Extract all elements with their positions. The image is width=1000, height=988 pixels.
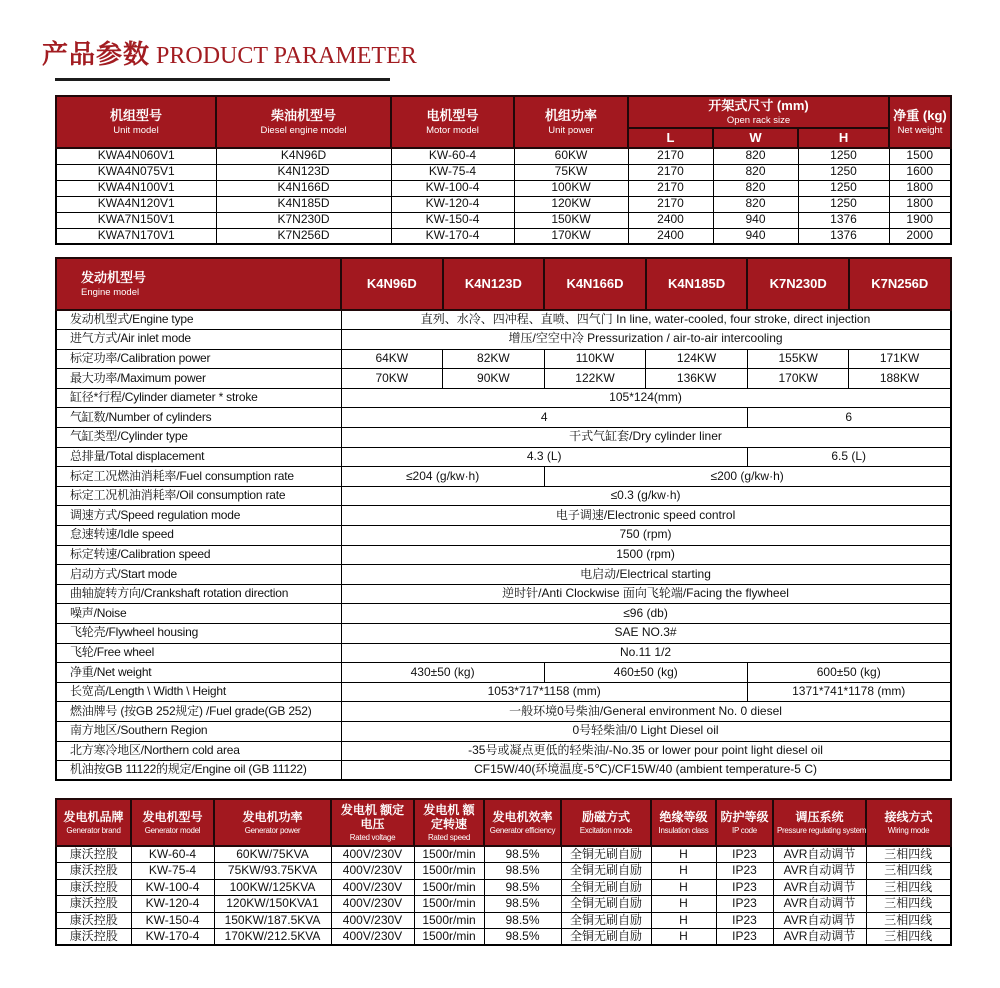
unit-model-cell: 170KW [514, 228, 628, 244]
generator-cell: IP23 [716, 912, 773, 929]
table-row [56, 896, 951, 913]
header-net-weight-zh: 净重 (kg) [893, 108, 947, 123]
header-unit-model-zh: 机组型号 [109, 108, 162, 123]
spec-row [56, 545, 951, 565]
generator-cell: 三相四线 [866, 879, 951, 896]
generator-cell: 全铜无刷自励 [561, 929, 651, 946]
unit-model-cell: KWA7N170V1 [56, 228, 216, 244]
spec-row [56, 565, 951, 585]
generator-column-header-zh: 发电机 额定电压 [340, 803, 405, 832]
spec-value: 4 [341, 408, 747, 428]
spec-value: 增压/空空中冷 Pressurization / air-to-air intercooling [341, 330, 951, 350]
generator-column-header-zh: 发电机品牌 [63, 810, 124, 825]
unit-model-cell: KW-60-4 [391, 148, 514, 164]
spec-label: 怠速转速/Idle speed [56, 526, 341, 546]
generator-cell: IP23 [716, 863, 773, 880]
generator-column-header-en: Rated voltage [349, 832, 396, 842]
engine-model-column-header: K4N185D [646, 258, 748, 310]
generator-column-header-zh: 励磁方式 [581, 810, 630, 825]
unit-model-cell: 2170 [628, 148, 713, 164]
spec-value: 122KW [544, 369, 646, 389]
header-engine-model-en: Engine model [81, 286, 140, 298]
header-diesel-engine-model-en: Diesel engine model [260, 124, 347, 136]
header-unit-power [514, 96, 628, 148]
spec-value: 600±50 (kg) [747, 663, 950, 683]
unit-model-cell: 2400 [628, 228, 713, 244]
spec-label: 最大功率/Maximum power [56, 369, 341, 389]
unit-model-cell: KW-170-4 [391, 228, 514, 244]
unit-model-cell: 1800 [889, 180, 951, 196]
generator-cell: 150KW/187.5KVA [214, 912, 331, 929]
page-title [42, 34, 1000, 71]
unit-model-cell: 2170 [628, 164, 713, 180]
spec-label: 曲轴旋转方向/Crankshaft rotation direction [56, 584, 341, 604]
generator-cell: AVR自动调节 [773, 896, 866, 913]
unit-models-table-header [56, 96, 951, 148]
unit-model-cell: KW-100-4 [391, 180, 514, 196]
engine-model-column-header: K4N166D [544, 258, 646, 310]
engine-spec-table-header [56, 258, 951, 310]
generator-column-header [716, 799, 773, 846]
unit-model-cell: K4N123D [216, 164, 391, 180]
generator-spec-table-body [56, 846, 951, 945]
generator-column-header-zh: 发电机 额定转速 [423, 803, 475, 832]
spec-label: 发动机型式/Engine type [56, 310, 341, 330]
generator-column-header-zh: 发电机功率 [242, 810, 303, 825]
generator-cell: 康沃控股 [56, 879, 131, 896]
generator-cell: 98.5% [484, 863, 561, 880]
spec-value: 90KW [443, 369, 545, 389]
header-unit-model [56, 96, 216, 148]
spec-label: 北方寒冷地区/Northern cold area [56, 741, 341, 761]
spec-value: ≤204 (g/kw·h) [341, 467, 544, 487]
spec-label: 标定转速/Calibration speed [56, 545, 341, 565]
table-row [56, 164, 951, 180]
table-row [56, 863, 951, 880]
spec-row [56, 506, 951, 526]
generator-column-header [773, 799, 866, 846]
generator-cell: 1500r/min [414, 863, 484, 880]
generator-cell: 康沃控股 [56, 896, 131, 913]
page-title-en: PRODUCT PARAMETER [156, 43, 417, 69]
generator-cell: 1500r/min [414, 846, 484, 863]
generator-column-header-en: Excitation mode [579, 825, 633, 835]
generator-column-header-en: Generator power [244, 825, 301, 835]
generator-cell: IP23 [716, 846, 773, 863]
generator-cell: H [651, 863, 716, 880]
unit-model-cell: K7N230D [216, 212, 391, 228]
generator-column-header-en: Generator model [144, 825, 201, 835]
spec-value: 110KW [544, 349, 646, 369]
unit-model-cell: KW-120-4 [391, 196, 514, 212]
spec-value: 460±50 (kg) [544, 663, 747, 683]
spec-row [56, 624, 951, 644]
generator-column-header-en: Generator efficiency [489, 825, 556, 835]
engine-model-column-header: K4N123D [443, 258, 545, 310]
unit-model-cell: 100KW [514, 180, 628, 196]
spec-value: 6.5 (L) [747, 447, 950, 467]
generator-cell: H [651, 846, 716, 863]
spec-value: -35号或凝点更低的轻柴油/-No.35 or lower pour point light diesel oil [341, 741, 951, 761]
header-net-weight-en: Net weight [897, 124, 943, 136]
generator-cell: H [651, 879, 716, 896]
generator-column-header [214, 799, 331, 846]
header-engine-model-zh: 发动机型号 [81, 270, 147, 285]
generator-cell: 400V/230V [331, 929, 414, 946]
unit-model-cell: 940 [713, 228, 798, 244]
spec-row [56, 741, 951, 761]
generator-cell: 1500r/min [414, 879, 484, 896]
generator-cell: 120KW/150KVA1 [214, 896, 331, 913]
engine-model-column-header: K4N96D [341, 258, 443, 310]
generator-cell: IP23 [716, 929, 773, 946]
spec-value: 171KW [849, 349, 951, 369]
spec-label: 总排量/Total displacement [56, 447, 341, 467]
spec-value: CF15W/40(环境温度-5℃)/CF15W/40 (ambient temperature-5 C) [341, 761, 951, 781]
generator-cell: 全铜无刷自励 [561, 896, 651, 913]
spec-value: 干式气缸套/Dry cylinder liner [341, 428, 951, 448]
table-row [56, 180, 951, 196]
unit-model-cell: KW-150-4 [391, 212, 514, 228]
spec-value: 105*124(mm) [341, 388, 951, 408]
header-motor-model [391, 96, 514, 148]
engine-spec-table [55, 257, 952, 781]
generator-cell: 98.5% [484, 929, 561, 946]
spec-row [56, 486, 951, 506]
header-unit-power-zh: 机组功率 [544, 108, 597, 123]
generator-cell: H [651, 896, 716, 913]
table-row [56, 929, 951, 946]
header-open-rack-size-zh: 开架式尺寸 (mm) [708, 98, 809, 113]
spec-label: 飞轮/Free wheel [56, 643, 341, 663]
unit-model-cell: KWA4N100V1 [56, 180, 216, 196]
unit-model-cell: 60KW [514, 148, 628, 164]
unit-model-cell: K4N185D [216, 196, 391, 212]
spec-row [56, 349, 951, 369]
generator-cell: KW-100-4 [131, 879, 214, 896]
spec-value: 136KW [646, 369, 748, 389]
generator-cell: 1500r/min [414, 912, 484, 929]
generator-cell: 三相四线 [866, 863, 951, 880]
spec-value: 64KW [341, 349, 443, 369]
generator-cell: KW-60-4 [131, 846, 214, 863]
generator-cell: 全铜无刷自励 [561, 879, 651, 896]
generator-cell: 三相四线 [866, 846, 951, 863]
header-diesel-engine-model-zh: 柴油机型号 [270, 108, 336, 123]
generator-cell: IP23 [716, 879, 773, 896]
header-length: L [628, 128, 713, 148]
generator-column-header [484, 799, 561, 846]
header-diesel-engine-model [216, 96, 391, 148]
generator-column-header-zh: 调压系统 [795, 810, 844, 825]
generator-cell: 三相四线 [866, 929, 951, 946]
spec-value: 直列、水冷、四冲程、直喷、四气门 In line, water-cooled, four stroke, direct injection [341, 310, 951, 330]
unit-model-cell: KWA7N150V1 [56, 212, 216, 228]
generator-column-header-zh: 绝缘等级 [659, 810, 708, 825]
spec-row [56, 388, 951, 408]
spec-value: 4.3 (L) [341, 447, 747, 467]
generator-column-header [866, 799, 951, 846]
spec-value: 430±50 (kg) [341, 663, 544, 683]
header-unit-model-en: Unit model [113, 124, 159, 136]
unit-model-cell: 1250 [798, 148, 889, 164]
spec-value: 170KW [747, 369, 849, 389]
generator-cell: AVR自动调节 [773, 846, 866, 863]
spec-row [56, 643, 951, 663]
generator-cell: 1500r/min [414, 896, 484, 913]
spec-row [56, 330, 951, 350]
unit-model-cell: 2400 [628, 212, 713, 228]
engine-model-column-header: K7N230D [747, 258, 849, 310]
spec-value: 电子调速/Electronic speed control [341, 506, 951, 526]
spec-row [56, 584, 951, 604]
generator-cell: 全铜无刷自励 [561, 912, 651, 929]
spec-value: ≤0.3 (g/kw·h) [341, 486, 951, 506]
unit-model-cell: KW-75-4 [391, 164, 514, 180]
header-motor-model-zh: 电机型号 [426, 108, 479, 123]
generator-cell: KW-170-4 [131, 929, 214, 946]
generator-cell: KW-75-4 [131, 863, 214, 880]
title-underline [55, 78, 390, 81]
generator-cell: 400V/230V [331, 896, 414, 913]
generator-cell: KW-120-4 [131, 896, 214, 913]
generator-cell: H [651, 912, 716, 929]
header-open-rack-size [628, 96, 889, 128]
unit-model-cell: 1900 [889, 212, 951, 228]
header-unit-power-en: Unit power [548, 124, 594, 136]
spec-value: 124KW [646, 349, 748, 369]
engine-model-column-header: K7N256D [849, 258, 951, 310]
generator-cell: 98.5% [484, 896, 561, 913]
generator-cell: AVR自动调节 [773, 912, 866, 929]
table-row [56, 846, 951, 863]
generator-cell: 三相四线 [866, 896, 951, 913]
unit-model-cell: 1376 [798, 212, 889, 228]
unit-model-cell: 2000 [889, 228, 951, 244]
spec-value: 1053*717*1158 (mm) [341, 682, 747, 702]
generator-cell: 康沃控股 [56, 929, 131, 946]
generator-column-header-en: Pressure regulating system [777, 825, 867, 835]
spec-row [56, 663, 951, 683]
generator-cell: 全铜无刷自励 [561, 863, 651, 880]
spec-value: 逆时针/Anti Clockwise 面向飞轮端/Facing the flywheel [341, 584, 951, 604]
spec-label: 气缸类型/Cylinder type [56, 428, 341, 448]
header-width: W [713, 128, 798, 148]
unit-model-cell: 120KW [514, 196, 628, 212]
page-title-zh: 产品参数 [42, 39, 151, 69]
table-row [56, 228, 951, 244]
unit-model-cell: KWA4N120V1 [56, 196, 216, 212]
header-engine-model [56, 258, 341, 310]
spec-label: 飞轮壳/Flywheel housing [56, 624, 341, 644]
spec-value: 1500 (rpm) [341, 545, 951, 565]
generator-column-header-zh: 防护等级 [720, 810, 769, 825]
generator-column-header [561, 799, 651, 846]
spec-value: 82KW [443, 349, 545, 369]
unit-model-cell: 2170 [628, 196, 713, 212]
spec-row [56, 721, 951, 741]
generator-column-header-en: Generator brand [66, 825, 121, 835]
spec-row [56, 310, 951, 330]
unit-model-cell: 1376 [798, 228, 889, 244]
unit-model-cell: 1250 [798, 196, 889, 212]
spec-value: 1371*741*1178 (mm) [747, 682, 950, 702]
unit-model-cell: 1500 [889, 148, 951, 164]
generator-cell: AVR自动调节 [773, 929, 866, 946]
spec-value: No.11 1/2 [341, 643, 951, 663]
header-motor-model-en: Motor model [426, 124, 479, 136]
unit-model-cell: 1600 [889, 164, 951, 180]
unit-model-cell: 820 [713, 148, 798, 164]
generator-cell: 400V/230V [331, 879, 414, 896]
generator-column-header-en: Insulation class [658, 825, 709, 835]
spec-value: 一般环境0号柴油/General environment No. 0 diesel [341, 702, 951, 722]
unit-model-cell: 940 [713, 212, 798, 228]
generator-cell: 100KW/125KVA [214, 879, 331, 896]
generator-cell: 60KW/75KVA [214, 846, 331, 863]
generator-cell: AVR自动调节 [773, 863, 866, 880]
header-open-rack-size-en: Open rack size [726, 114, 791, 126]
engine-spec-table-body [56, 310, 951, 780]
header-height: H [798, 128, 889, 148]
generator-column-header-zh: 接线方式 [884, 810, 933, 825]
spec-row [56, 526, 951, 546]
generator-column-header-en: Rated speed [427, 832, 471, 842]
unit-model-cell: 2170 [628, 180, 713, 196]
generator-cell: 三相四线 [866, 912, 951, 929]
spec-label: 噪声/Noise [56, 604, 341, 624]
generator-cell: 75KW/93.75KVA [214, 863, 331, 880]
unit-model-cell: K4N96D [216, 148, 391, 164]
table-row [56, 196, 951, 212]
generator-cell: 400V/230V [331, 912, 414, 929]
generator-column-header-zh: 发电机效率 [492, 810, 553, 825]
generator-column-header [331, 799, 414, 846]
unit-model-cell: 1250 [798, 180, 889, 196]
spec-row [56, 428, 951, 448]
unit-model-cell: KWA4N075V1 [56, 164, 216, 180]
generator-column-header [56, 799, 131, 846]
spec-label: 机油按GB 11122的规定/Engine oil (GB 11122) [56, 761, 341, 781]
table-row [56, 912, 951, 929]
spec-label: 净重/Net weight [56, 663, 341, 683]
unit-model-cell: 150KW [514, 212, 628, 228]
unit-model-cell: 75KW [514, 164, 628, 180]
spec-row [56, 604, 951, 624]
spec-row [56, 369, 951, 389]
unit-model-cell: 1800 [889, 196, 951, 212]
spec-label: 标定工况燃油消耗率/Fuel consumption rate [56, 467, 341, 487]
spec-row [56, 761, 951, 781]
spec-label: 燃油牌号 (按GB 252规定) /Fuel grade(GB 252) [56, 702, 341, 722]
spec-label: 启动方式/Start mode [56, 565, 341, 585]
unit-model-cell: 820 [713, 164, 798, 180]
generator-cell: 全铜无刷自励 [561, 846, 651, 863]
spec-label: 南方地区/Southern Region [56, 721, 341, 741]
generator-spec-table-header [56, 799, 951, 846]
spec-row [56, 447, 951, 467]
generator-column-header [131, 799, 214, 846]
generator-cell: KW-150-4 [131, 912, 214, 929]
spec-label: 进气方式/Air inlet mode [56, 330, 341, 350]
table-row [56, 148, 951, 164]
generator-cell: 98.5% [484, 912, 561, 929]
generator-cell: 400V/230V [331, 863, 414, 880]
unit-models-table [55, 95, 952, 245]
spec-label: 缸径*行程/Cylinder diameter * stroke [56, 388, 341, 408]
header-net-weight [889, 96, 951, 148]
spec-value: SAE NO.3# [341, 624, 951, 644]
spec-row [56, 467, 951, 487]
spec-value: ≤96 (db) [341, 604, 951, 624]
unit-models-table-body [56, 148, 951, 244]
unit-model-cell: 820 [713, 196, 798, 212]
spec-label: 长宽高/Length \ Width \ Height [56, 682, 341, 702]
generator-cell: 170KW/212.5KVA [214, 929, 331, 946]
generator-column-header-zh: 发电机型号 [142, 810, 203, 825]
generator-cell: IP23 [716, 896, 773, 913]
generator-cell: 康沃控股 [56, 912, 131, 929]
unit-model-cell: KWA4N060V1 [56, 148, 216, 164]
table-row [56, 212, 951, 228]
generator-cell: AVR自动调节 [773, 879, 866, 896]
spec-label: 气缸数/Number of cylinders [56, 408, 341, 428]
unit-model-cell: K4N166D [216, 180, 391, 196]
generator-cell: 康沃控股 [56, 863, 131, 880]
spec-row [56, 408, 951, 428]
spec-row [56, 682, 951, 702]
unit-model-cell: 1250 [798, 164, 889, 180]
table-row [56, 879, 951, 896]
generator-cell: 98.5% [484, 879, 561, 896]
spec-value: ≤200 (g/kw·h) [544, 467, 950, 487]
generator-column-header [414, 799, 484, 846]
spec-value: 750 (rpm) [341, 526, 951, 546]
spec-row [56, 702, 951, 722]
generator-cell: 98.5% [484, 846, 561, 863]
generator-column-header [651, 799, 716, 846]
spec-value: 155KW [747, 349, 849, 369]
spec-value: 电启动/Electrical starting [341, 565, 951, 585]
spec-label: 标定工况机油消耗率/Oil consumption rate [56, 486, 341, 506]
generator-cell: 1500r/min [414, 929, 484, 946]
spec-label: 调速方式/Speed regulation mode [56, 506, 341, 526]
generator-cell: 康沃控股 [56, 846, 131, 863]
spec-value: 188KW [849, 369, 951, 389]
spec-label: 标定功率/Calibration power [56, 349, 341, 369]
generator-spec-table [55, 798, 952, 946]
spec-value: 0号轻柴油/0 Light Diesel oil [341, 721, 951, 741]
generator-column-header-en: Wiring mode [887, 825, 930, 835]
generator-cell: 400V/230V [331, 846, 414, 863]
unit-model-cell: 820 [713, 180, 798, 196]
spec-value: 6 [747, 408, 950, 428]
spec-value: 70KW [341, 369, 443, 389]
unit-model-cell: K7N256D [216, 228, 391, 244]
generator-cell: H [651, 929, 716, 946]
generator-column-header-en: IP code [732, 825, 757, 835]
